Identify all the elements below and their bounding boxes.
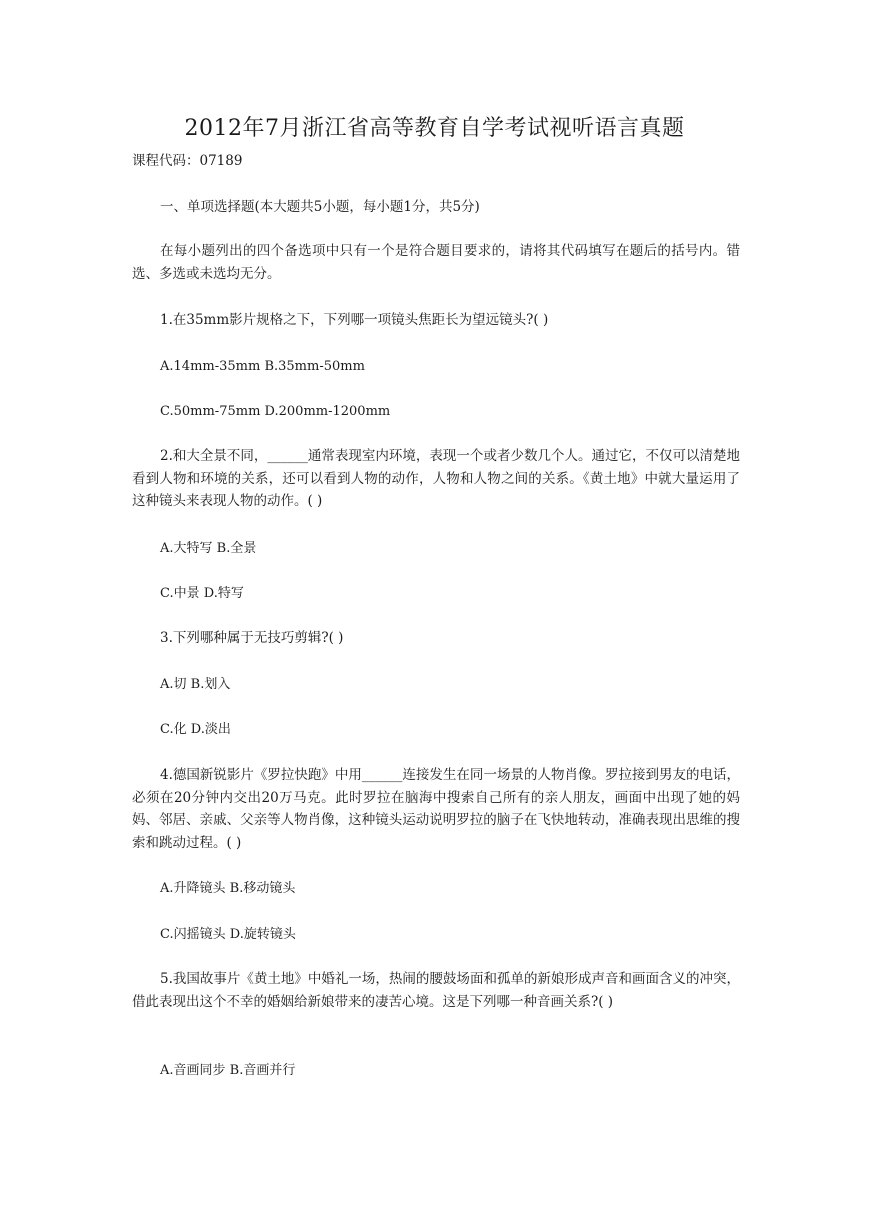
question-2-options-ab: A.大特写 B.全景 (160, 541, 257, 556)
question-4-options-ab: A.升降镜头 B.移动镜头 (160, 881, 296, 896)
page-title: 2012年7月浙江省高等教育自学考试视听语言真题 (184, 116, 685, 141)
instructions: 在每小题列出的四个备选项中只有一个是符合题目要求的，请将其代码填写在题后的括号内。错选、多选或未选均无分。 (132, 243, 740, 282)
question-5-stem: 5.我国故事片《黄土地》中婚礼一场，热闹的腰鼓场面和孤单的新娘形成声音和画面含义的冲突，借此表现出这个不幸的婚姻给新娘带来的凄苦心境。这是下列哪一种音画关系?( ) (132, 971, 740, 1010)
course-code: 课程代码：07189 (132, 153, 243, 169)
question-5-options-ab: A.音画同步 B.音画并行 (160, 1063, 296, 1078)
question-1-options-ab: A.14mm-35mm B.35mm-50mm (160, 359, 365, 374)
question-1-options-cd: C.50mm-75mm D.200mm-1200mm (160, 404, 391, 419)
section-header: 一、单项选择题(本大题共5小题，每小题1分，共5分) (160, 199, 480, 215)
question-3-stem: 3.下列哪种属于无技巧剪辑?( ) (160, 630, 344, 646)
question-2-stem: 2.和大全景不同，______通常表现室内环境，表现一个或者少数几个人。通过它，不仅可以清楚地看到人物和环境的关系，还可以看到人物的动作，人物和人物之间的关系。《黄土地》中就大量运用了这种镜头来表现人物的动作。( ) (132, 448, 740, 509)
question-2-options-cd: C.中景 D.特写 (160, 586, 244, 601)
question-4-stem: 4.德国新锐影片《罗拉快跑》中用______连接发生在同一场景的人物肖像。罗拉接到男友的电话，必须在20分钟内交出20万马克。此时罗拉在脑海中搜索自己所有的亲人朋友，画面中出现了她的妈妈、邻居、亲戚、父亲等人物肖像，这种镜头运动说明罗拉的脑子在飞快地转动，准确表现出思维的搜索和跳动过程。( ) (132, 767, 740, 851)
question-3-options-cd: C.化 D.淡出 (160, 722, 231, 737)
question-3-options-ab: A.切 B.划入 (160, 677, 231, 692)
question-1-stem: 1.在35mm影片规格之下，下列哪一项镜头焦距长为望远镜头?( ) (160, 312, 549, 328)
question-4-options-cd: C.闪摇镜头 D.旋转镜头 (160, 927, 296, 942)
